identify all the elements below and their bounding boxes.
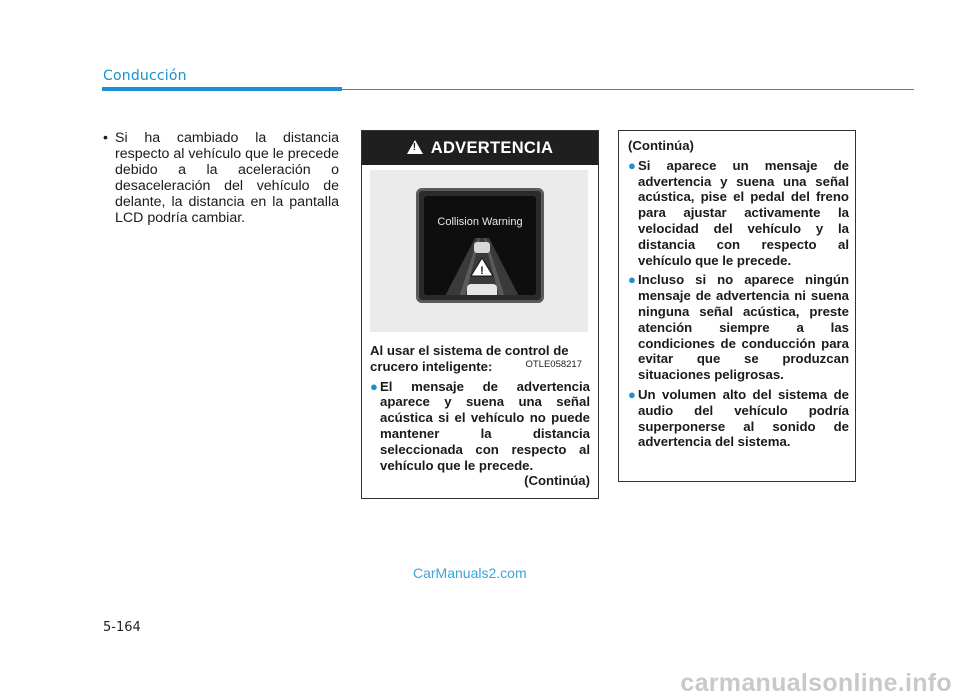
list-item [628,387,849,450]
bullet-icon: ● [628,272,636,288]
own-car-icon [467,284,497,295]
continued-warning-box [618,130,856,482]
cluster-display [416,188,544,303]
continued-bullet-text: Un volumen alto del sistema de audio del vehículo podría superponerse al sonido de advertencia del sistema. [638,386,849,450]
bullet-icon: ● [628,157,636,173]
warning-box [361,130,599,499]
header-rule-accent [102,87,342,91]
list-item [628,272,849,383]
screen-label: Collision Warning [437,216,523,228]
warning-text [370,343,590,489]
lead-car-icon [474,242,490,253]
page-number: 5-164 [103,620,141,635]
site-url: carmanualsonline.info [680,669,952,697]
continues-label: (Continúa) [524,473,590,489]
list-item [103,130,339,226]
list-item [370,379,590,474]
paragraph-text: Si ha cambiado la distancia respecto al vehículo que le precede debido a la aceleración o desaceleración del vehículo de delante, la distancia en la pantalla LCD podría cambiar. [115,130,339,226]
warning-triangle-icon [407,140,423,154]
warning-bullet-text: El mensaje de advertencia aparece y suena una señal acústica si el vehículo no puede mantener la distancia seleccionada con respecto al vehículo que le precede. [380,378,590,473]
continued-bullet-text: Incluso si no aparece ningún mensaje de advertencia ni suena ninguna señal acústica, preste atención siempre a las condiciones de conducción para evitar que se produzcan situaciones peligrosas. [638,272,849,383]
warning-title: ADVERTENCIA [430,138,554,157]
bullet-icon: ● [628,386,636,402]
watermark-link[interactable]: CarManuals2.com [413,565,527,581]
left-column [103,130,339,226]
figure-code: OTLE058217 [525,359,582,370]
list-item [628,158,849,269]
continued-heading: (Continúa) [628,138,694,153]
header-rule [342,89,914,90]
bullet-icon: • [103,130,108,146]
warning-header [362,131,598,165]
bullet-icon: ● [370,378,378,394]
continued-bullet-text: Si aparece un mensaje de advertencia y suena una señal acústica, pise el pedal del freno para ajustar activamente la velocidad del vehículo y la distancia con respecto al vehículo que le precede. [638,157,849,268]
svg-text:!: ! [480,265,484,277]
warning-intro: Al usar el sistema de control de crucero inteligente: [370,343,569,374]
section-title: Conducción [103,68,187,84]
road-illustration [427,234,536,295]
